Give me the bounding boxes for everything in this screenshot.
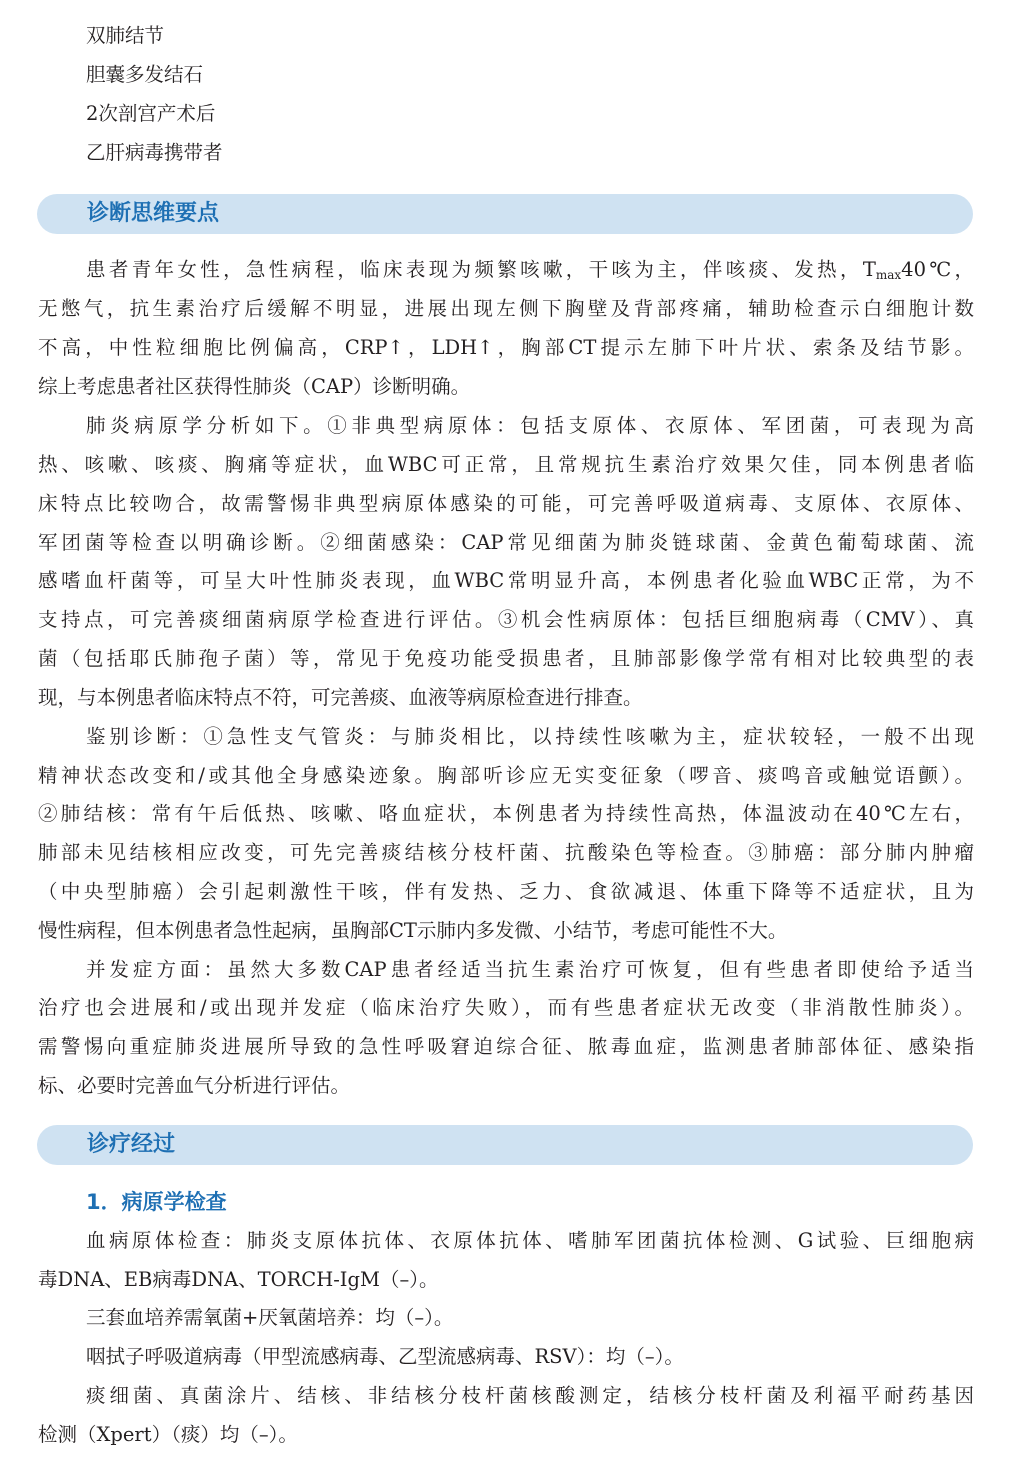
paragraph-line: 毒DNA、EB病毒DNA、TORCH-IgM（–）。 bbox=[38, 1268, 439, 1291]
paragraph-line: 咽拭子呼吸道病毒（甲型流感病毒、乙型流感病毒、RSV）：均（–）。 bbox=[86, 1345, 684, 1368]
paragraph-line: 三套血培养需氧菌+厌氧菌培养：均（–）。 bbox=[86, 1306, 454, 1329]
diagnosis-item: 乙肝病毒携带者 bbox=[86, 141, 223, 164]
paragraph-line: 痰细菌、真菌涂片、结核、非结核分枝杆菌核酸测定，结核分枝杆菌及利福平耐药基因 bbox=[86, 1384, 974, 1407]
paragraph-line: 血病原体检查：肺炎支原体抗体、衣原体抗体、嗜肺军团菌抗体检测、G试验、巨细胞病 bbox=[86, 1229, 974, 1252]
subheading-pathogen-tests: 1．病原学检查 bbox=[86, 1190, 227, 1214]
paragraph-line: 慢性病程，但本例患者急性起病，虽胸部CT示肺内多发微、小结节，考虑可能性不大。 bbox=[38, 919, 788, 942]
paragraph-line: 鉴别诊断：①急性支气管炎：与肺炎相比，以持续性咳嗽为主，症状较轻，一般不出现 bbox=[86, 725, 974, 748]
paragraph-line: 无憋气，抗生素治疗后缓解不明显，进展出现左侧下胸壁及背部疼痛，辅助检查示白细胞计数 bbox=[38, 297, 974, 320]
diagnosis-item: 胆囊多发结石 bbox=[86, 63, 204, 86]
paragraph-line: 患者青年女性，急性病程，临床表现为频繁咳嗽，干咳为主，伴咳痰、发热，$T_{max}40℃$， bbox=[86, 258, 974, 282]
paragraph-line: 治疗也会进展和/或出现并发症（临床治疗失败），而有些患者症状无改变（非消散性肺炎）。 bbox=[38, 996, 974, 1019]
paragraph-line: 并发症方面：虽然大多数CAP患者经适当抗生素治疗可恢复，但有些患者即使给予适当 bbox=[86, 958, 974, 981]
paragraph-line: 标、必要时完善血气分析进行评估。 bbox=[38, 1074, 351, 1097]
section-header-treatment-course bbox=[37, 1125, 973, 1165]
diagnosis-item: 双肺结节 bbox=[86, 24, 165, 47]
paragraph-line: 精神状态改变和/或其他全身感染迹象。胸部听诊应无实变征象（啰音、痰鸣音或触觉语颤）。 bbox=[38, 764, 974, 787]
paragraph-line: 热、咳嗽、咳痰、胸痛等症状，血WBC可正常，且常规抗生素治疗效果欠佳，同本例患者临 bbox=[38, 453, 974, 476]
subscript: max bbox=[875, 268, 902, 282]
paragraph-line: 床特点比较吻合，故需警惕非典型病原体感染的可能，可完善呼吸道病毒、支原体、衣原体、 bbox=[38, 492, 974, 515]
diagnosis-item: 2次剖宫产术后 bbox=[86, 102, 216, 125]
section-title: 诊疗经过 bbox=[87, 1132, 176, 1157]
paragraph-line: 肺部未见结核相应改变，可先完善痰结核分枝杆菌、抗酸染色等检查。③肺癌：部分肺内肿瘤 bbox=[38, 841, 974, 864]
paragraph-line: 现，与本例患者临床特点不符，可完善痰、血液等病原检查进行排查。 bbox=[38, 686, 643, 709]
section-header-diagnostic-thinking bbox=[37, 194, 973, 234]
paragraph-line: 支持点，可完善痰细菌病原学检查进行评估。③机会性病原体：包括巨细胞病毒（CMV）、真 bbox=[38, 608, 974, 631]
paragraph-line: 军团菌等检查以明确诊断。②细菌感染：CAP常见细菌为肺炎链球菌、金黄色葡萄球菌、流 bbox=[38, 531, 974, 554]
paragraph-line: 检测（Xpert）（痰）均（–）。 bbox=[38, 1423, 298, 1446]
paragraph-line: （中央型肺癌）会引起刺激性干咳，伴有发热、乏力、食欲减退、体重下降等不适症状，且为 bbox=[38, 880, 974, 903]
paragraph-line: 不高，中性粒细胞比例偏高，CRP↑，LDH↑，胸部CT提示左肺下叶片状、索条及结节影。 bbox=[38, 336, 974, 359]
paragraph-line: 肺炎病原学分析如下。①非典型病原体：包括支原体、衣原体、军团菌，可表现为高 bbox=[86, 414, 974, 437]
paragraph-line: 需警惕向重症肺炎进展所导致的急性呼吸窘迫综合征、脓毒血症，监测患者肺部体征、感染指 bbox=[38, 1035, 974, 1058]
section-title: 诊断思维要点 bbox=[87, 201, 220, 226]
paragraph-line: 菌（包括耶氏肺孢子菌）等，常见于免疫功能受损患者，且肺部影像学常有相对比较典型的表 bbox=[38, 647, 974, 670]
paragraph-line: 综上考虑患者社区获得性肺炎（CAP）诊断明确。 bbox=[38, 375, 471, 398]
paragraph-line: 感嗜血杆菌等，可呈大叶性肺炎表现，血WBC常明显升高，本例患者化验血WBC正常，为不 bbox=[38, 569, 974, 592]
paragraph-line: ②肺结核：常有午后低热、咳嗽、咯血症状，本例患者为持续性高热，体温波动在40℃左右， bbox=[38, 802, 974, 825]
